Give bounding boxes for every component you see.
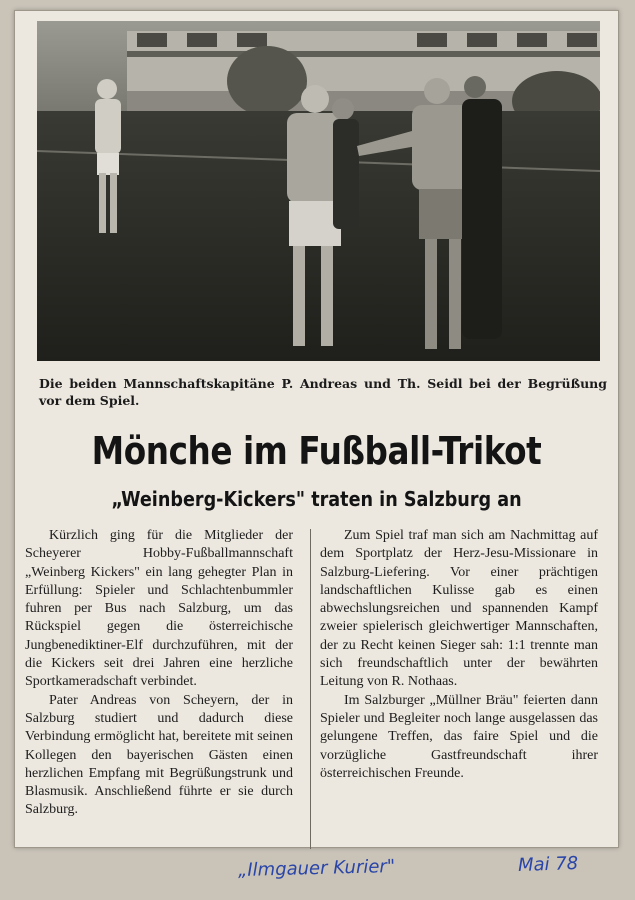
handwritten-source: „Ilmgauer Kurier"	[237, 855, 396, 882]
handwritten-date: Mai 78	[517, 852, 579, 877]
column-divider	[310, 529, 311, 849]
article-paragraph: Pater Andreas von Scheyern, der in Salzburg studiert und dadurch diese Verbindung ermöglicht hat, bereitete mit seinen Kollegen den bayerischen Gästen einen herzlichen Empfang mit Begrüßungstrunk und Blasmusik. Anschließend führte er sie durch Salzburg.	[25, 692, 293, 818]
subheadline: „Weinberg-Kickers" traten in Salzburg an	[111, 487, 522, 511]
article-paragraph: Kürzlich ging für die Mitglieder der Scheyerer Hobby-Fußballmannschaft „Weinberg Kickers" ein lang gehegter Plan in Erfüllung: Spieler und Schlachtenbummler fuhren per Bus nach Salzburg, um das Rückspiel gegen die österreichische Jungbenediktiner-Elf durchzuführen, mit der die Kickers seit drei Jahren eine herzliche Sportkameradschaft verbindet.	[25, 528, 293, 690]
article-column-right	[320, 527, 598, 783]
article-paragraph: Zum Spiel traf man sich am Nachmittag auf dem Sportplatz der Herz-Jesu-Missionare in Salzburg-Liefering. Vor einer prächtigen landschaftlichen Kulisse gab es einen abwechslungsreichen und spannenden Kampf zweier spielerisch gleichwertiger Mannschaften, der zu Recht keinen Sieger sah: 1:1 trennte man sich freundschaftlich unter der bewährten Leitung von R. Nothaas.	[320, 528, 598, 690]
article-column-left	[25, 527, 293, 820]
handwritten-annotation	[237, 852, 618, 886]
photo-caption: Die beiden Mannschaftskapitäne P. Andreas und Th. Seidl bei der Begrüßung vor dem Spiel.	[39, 376, 607, 408]
article-paragraph: Im Salzburger „Müllner Bräu" feierten dann Spieler und Begleiter noch lange ausgelassen das gelungene Treffen, das faire Spiel und die vorzügliche Gastfreundschaft ihrer österreichischen Freunde.	[320, 692, 598, 781]
headline: Mönche im Fußball-Trikot	[91, 429, 542, 473]
photo-icon	[37, 21, 600, 361]
article-photo	[37, 21, 600, 361]
newspaper-clipping	[14, 10, 619, 848]
